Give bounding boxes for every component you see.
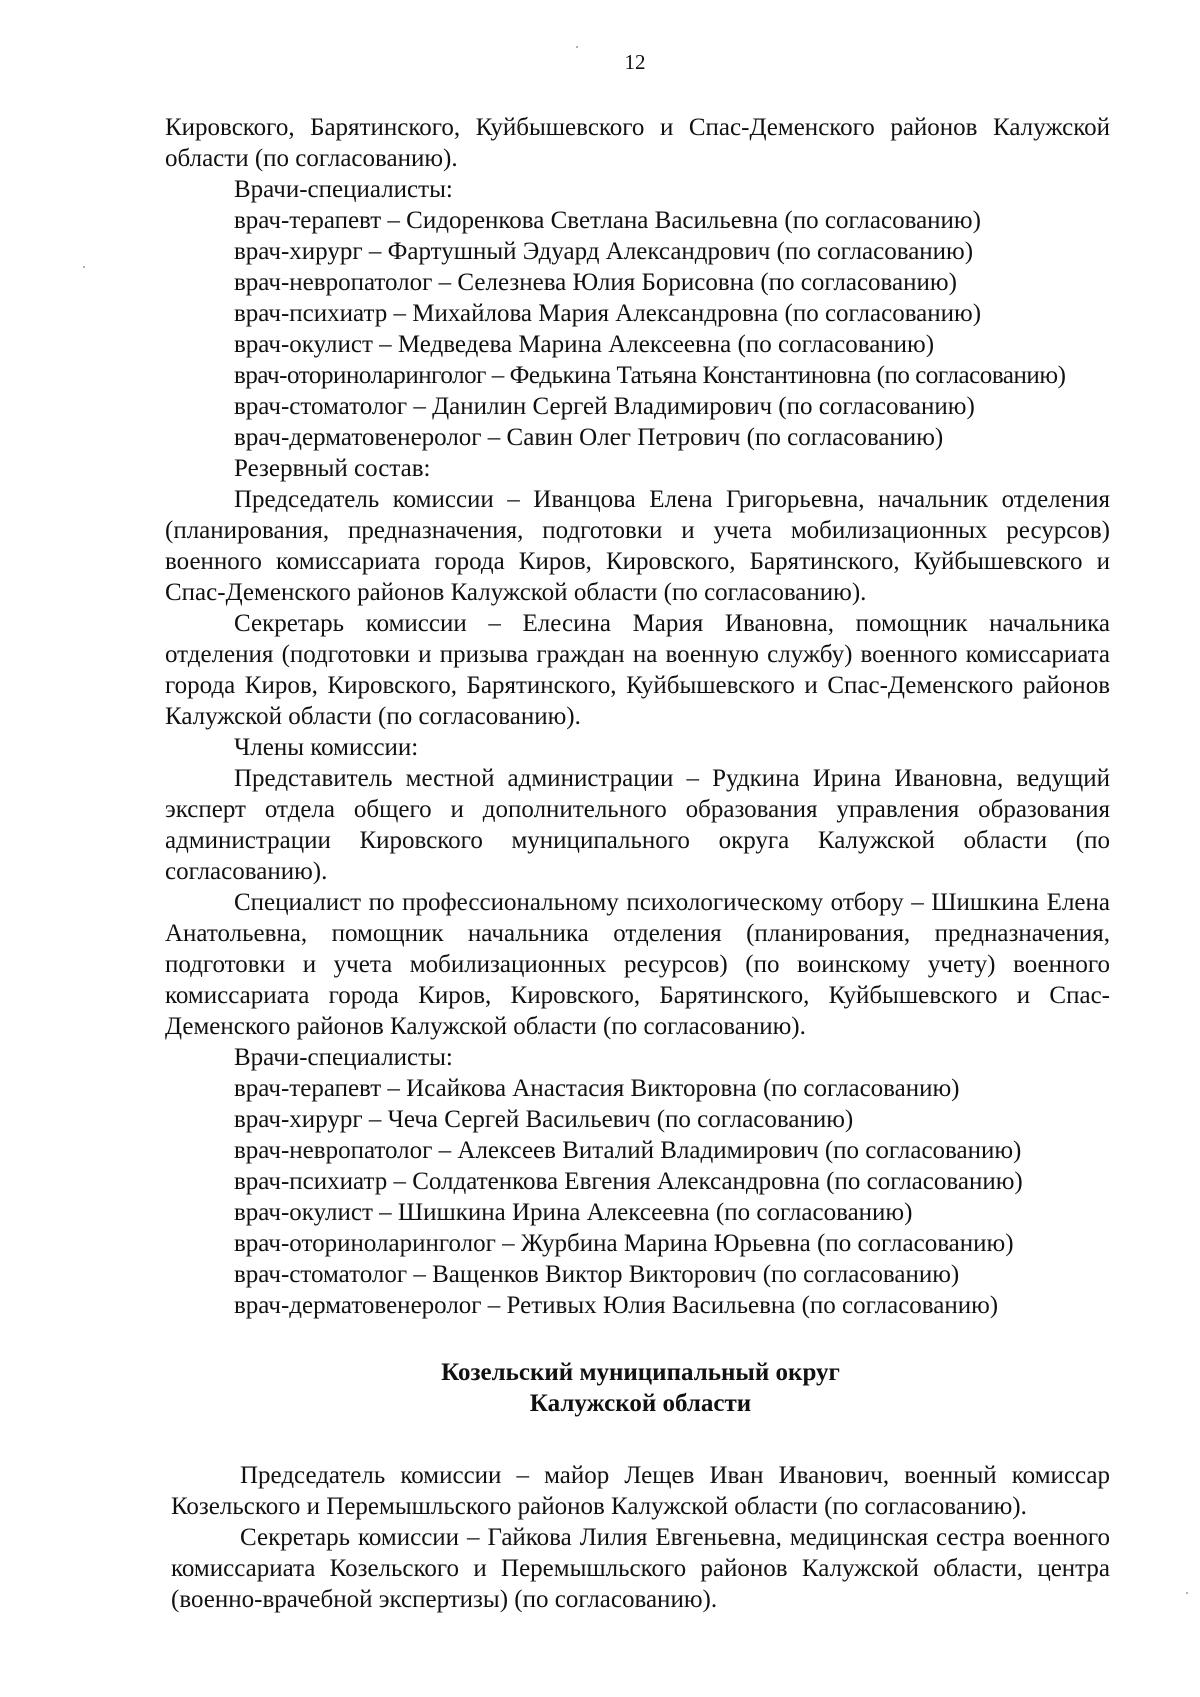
list-item: врач-окулист – Медведева Марина Алексеевна (по согласованию): [234, 331, 935, 358]
doctors-heading: Врачи-специалисты:: [234, 176, 453, 203]
list-item: врач-невропатолог – Селезнева Юлия Борисовна (по согласованию): [234, 269, 957, 296]
section2-secretary-paragraph: Секретарь комиссии – Гайкова Лилия Евгеньевна, медицинская сестра военного комиссариата Козельского и Перемышльского районов Калужской области, центра (военно-врачебной экспертизы) (по согласованию).: [171, 1524, 1110, 1613]
list-item: врач-дерматовенеролог – Ретивых Юлия Васильевна (по согласованию): [234, 1292, 999, 1319]
list-item: врач-оториноларинголог – Журбина Марина Юрьевна (по согласованию): [234, 1230, 1014, 1257]
section2-body: [171, 1460, 1110, 1615]
reserve-secretary-paragraph: Секретарь комиссии – Елесина Мария Ивановна, помощник начальника отделения (подготовки и призыва граждан на военную службу) военного комиссариата города Киров, Кировского, Барятинского, Куйбышевского и Спас-Деменского районов Калужской области (по согласованию).: [165, 610, 1110, 730]
list-item: врач-терапевт – Исайкова Анастасия Викторовна (по согласованию): [234, 1075, 960, 1102]
section-title: [171, 1357, 1110, 1419]
reserve-heading: Резервный состав:: [234, 455, 431, 482]
list-item: врач-стоматолог – Данилин Сергей Владимирович (по согласованию): [234, 393, 975, 420]
section2-chair-paragraph: Председатель комиссии – майор Лещев Иван Иванович, военный комиссар Козельского и Перемышльского районов Калужской области (по согласованию).: [171, 1462, 1110, 1520]
member-admin-paragraph: Представитель местной администрации – Рудкина Ирина Ивановна, ведущий эксперт отдела общего и дополнительного образования управления образования администрации Кировского муниципального округа Калужской области (по согласованию).: [165, 765, 1110, 885]
list-item: врач-дерматовенеролог – Савин Олег Петрович (по согласованию): [234, 424, 944, 451]
doctors2-heading: Врачи-специалисты:: [234, 1044, 453, 1071]
list-item: врач-оториноларинголог – Федькина Татьяна Константиновна (по согласованию): [234, 362, 1066, 389]
scan-speck: [1186, 1592, 1188, 1594]
list-item: врач-хирург – Фартушный Эдуард Александрович (по согласованию): [234, 238, 974, 265]
doctors2-list: [165, 1073, 1110, 1321]
scan-speck: [576, 46, 578, 48]
member-psych-paragraph: Специалист по профессиональному психологическому отбору – Шишкина Елена Анатольевна, помощник начальника отделения (планирования, предназначения, подготовки и учета мобилизационных ресурсов) (по воинскому учету) военного комиссариата города Киров, Кировского, Барятинского, Куйбышевского и Спас-Деменского районов Калужской области (по согласованию).: [165, 889, 1110, 1040]
list-item: врач-невропатолог – Алексеев Виталий Владимирович (по согласованию): [234, 1137, 1022, 1164]
list-item: врач-хирург – Чеча Сергей Васильевич (по согласованию): [234, 1106, 854, 1133]
list-item: врач-психиатр – Солдатенкова Евгения Александровна (по согласованию): [234, 1168, 1023, 1195]
members-heading: Члены комиссии:: [234, 734, 419, 761]
document-body: [165, 112, 1110, 1615]
list-item: врач-психиатр – Михайлова Мария Александровна (по согласованию): [234, 300, 982, 327]
scan-speck: [83, 266, 85, 268]
list-item: врач-терапевт – Сидоренкова Светлана Васильевна (по согласованию): [234, 207, 981, 234]
intro-paragraph: Кировского, Барятинского, Куйбышевского и Спас-Деменского районов Калужской области (по согласованию).: [165, 114, 1110, 172]
list-item: врач-окулист – Шишкина Ирина Алексеевна (по согласованию): [234, 1199, 913, 1226]
section-title-line2: Калужской области: [529, 1390, 752, 1417]
doctors-list: [165, 205, 1110, 453]
list-item: врач-стоматолог – Ващенков Виктор Викторович (по согласованию): [234, 1261, 960, 1288]
section-title-line1: Козельский муниципальный округ: [441, 1359, 840, 1386]
page-number: 12: [624, 50, 646, 74]
reserve-chair-paragraph: Председатель комиссии – Иванцова Елена Григорьевна, начальник отделения (планирования, предназначения, подготовки и учета мобилизационных ресурсов) военного комиссариата города Киров, Кировского, Барятинского, Куйбышевского и Спас-Деменского районов Калужской области (по согласованию).: [165, 486, 1110, 606]
